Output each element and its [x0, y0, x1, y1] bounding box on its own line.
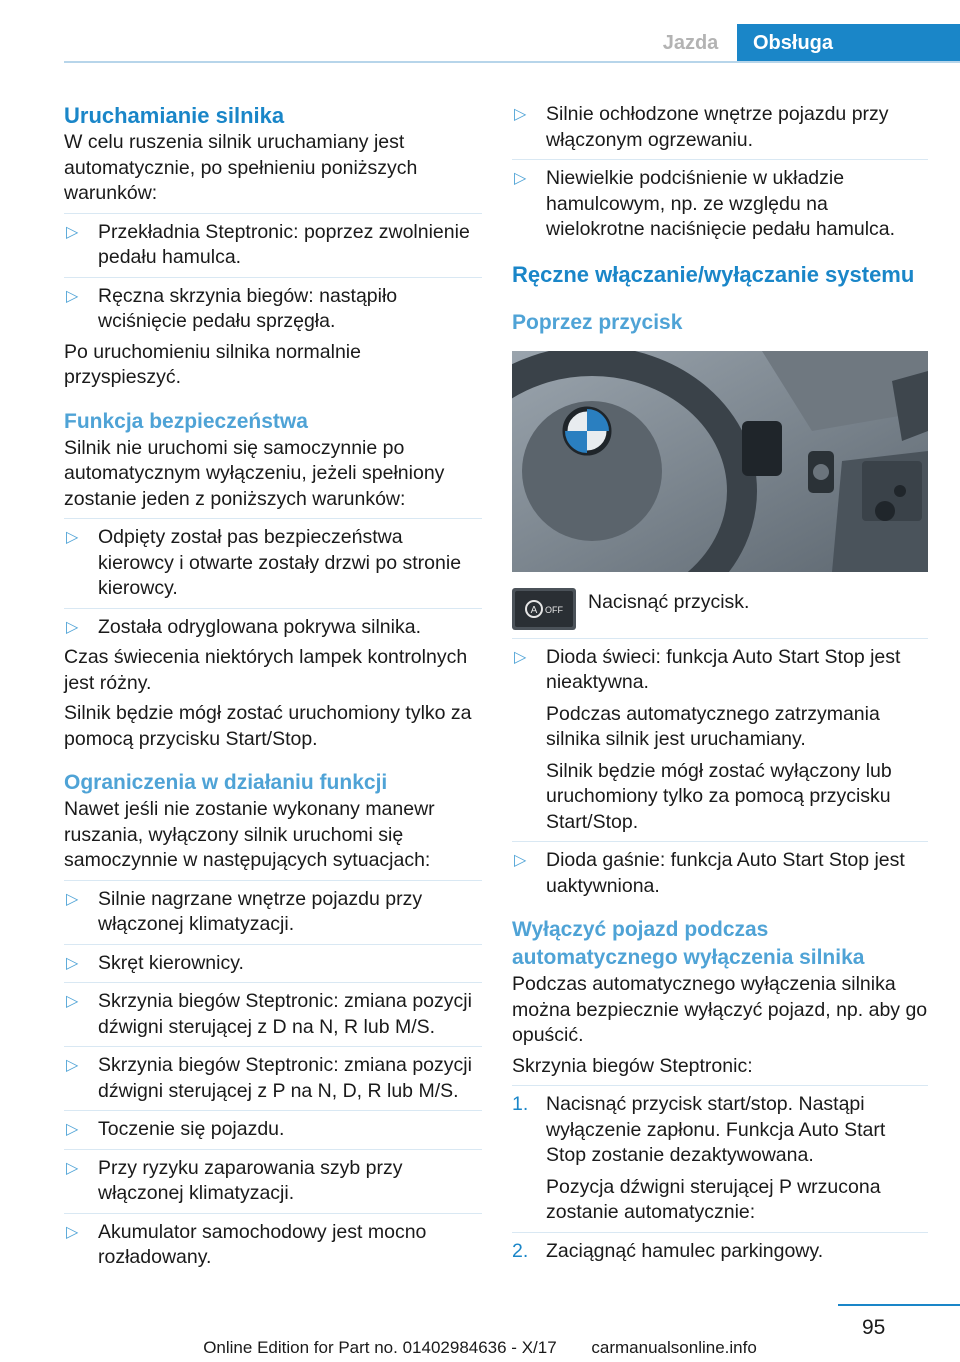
paragraph-start-stop: Silnik będzie mógł zostać uruchomiony tylko za pomocą przycisku Start/Stop.	[64, 702, 472, 750]
paragraph-safety: Silnik nie uruchomi się samoczynnie po automatycznym wyłączeniu, jeżeli spełniony zostanie jeden z poniższych warunków:	[64, 436, 445, 510]
auto-start-stop-off-icon[interactable]	[512, 588, 576, 630]
list-item-text: Skrzynia biegów Steptronic: zmiana pozycji dźwigni sterującej z D na N, R lub M/S.	[98, 990, 472, 1038]
triangle-bullet-icon: ▷	[66, 890, 79, 908]
list-item	[512, 841, 928, 899]
list-item	[64, 1149, 482, 1207]
list-item	[512, 1085, 928, 1226]
list-item-text: Silnie nagrzane wnętrze pojazdu przy włączonej klimatyzacji.	[98, 887, 423, 935]
list-item-text: Akumulator samochodowy jest mocno rozładowany.	[98, 1220, 427, 1268]
paragraph-after-start: Po uruchomieniu silnika normalnie przyspieszyć.	[64, 340, 361, 388]
header-divider	[64, 61, 960, 63]
edition-text: Online Edition for Part no. 01402984636 - X/17	[203, 1338, 557, 1357]
step-number: 2.	[512, 1239, 529, 1262]
site-text[interactable]: carmanualsonline.info	[591, 1338, 757, 1357]
list-item-subtext: Silnik będzie mógł zostać wyłączony lub uruchomiony tylko za pomocą przycisku Start/Stop.	[546, 759, 892, 833]
list-item-text: Dioda świeci: funkcja Auto Start Stop jest nieaktywna.	[546, 645, 901, 693]
footer-divider	[838, 1304, 960, 1306]
list-item	[64, 1046, 482, 1104]
triangle-bullet-icon: ▷	[66, 529, 79, 546]
limits-list	[64, 880, 482, 1271]
list-item	[64, 880, 482, 938]
svg-text:A: A	[530, 604, 538, 616]
safety-list	[64, 518, 482, 640]
left-column	[64, 102, 482, 1271]
page-number: 95	[862, 1316, 886, 1339]
list-item-text: Skręt kierownicy.	[98, 951, 244, 974]
paragraph-limits: Nawet jeśli nie zostanie wykonany manewr ruszania, wyłączony silnik uruchomi się samoczynnie w następujących sytuacjach:	[64, 798, 435, 871]
list-item	[64, 1110, 482, 1143]
paragraph-engine-start: W celu ruszenia silnik uruchamiany jest automatycznie, po spełnieniu poniższych warunków:	[64, 131, 418, 204]
list-item-text: Silnie ochłodzone wnętrze pojazdu przy włączonym ogrzewaniu.	[546, 103, 889, 151]
triangle-bullet-icon: ▷	[66, 1223, 79, 1241]
list-item-text: Przekładnia Steptronic: poprzez zwolnienie pedału hamulca.	[98, 220, 470, 268]
triangle-bullet-icon: ▷	[66, 223, 79, 241]
limits-list-continued	[512, 102, 928, 243]
triangle-bullet-icon: ▷	[514, 170, 527, 187]
triangle-bullet-icon: ▷	[514, 852, 527, 869]
step-number: 1.	[512, 1093, 529, 1115]
svg-text:OFF: OFF	[545, 604, 563, 615]
heading-switch-off: Wyłączyć pojazd podczas automatycznego wyłączenia silnika	[512, 918, 865, 969]
list-item	[64, 1213, 482, 1271]
list-item	[512, 638, 928, 836]
heading-via-button: Poprzez przycisk	[512, 310, 683, 334]
triangle-bullet-icon: ▷	[66, 618, 79, 636]
list-item	[64, 608, 482, 641]
list-item-text: Zaciągnąć hamulec parkingowy.	[546, 1239, 824, 1262]
list-item-text: Niewielkie podciśnienie w układzie hamulcowym, np. ze względu na wielokrotne naciśnięcie pedału hamulca.	[546, 167, 896, 240]
paragraph-switch-off: Podczas automatycznego wyłączenia silnika można bezpiecznie wyłączyć pojazd, np. aby go opuścić.	[512, 973, 928, 1046]
list-item	[512, 1232, 928, 1265]
list-item	[64, 982, 482, 1040]
paragraph-steptronic: Skrzynia biegów Steptronic:	[512, 1054, 753, 1077]
triangle-bullet-icon: ▷	[66, 287, 79, 305]
list-item	[64, 944, 482, 977]
list-item-subtext: Pozycja dźwigni sterującej P wrzucona zostanie automatycznie:	[546, 1175, 881, 1223]
engine-start-list	[64, 213, 482, 335]
list-item	[512, 159, 928, 243]
led-status-list	[512, 638, 928, 900]
right-column	[512, 102, 928, 1264]
triangle-bullet-icon: ▷	[66, 1159, 79, 1177]
list-item-text: Dioda gaśnie: funkcja Auto Start Stop jest uaktywniona.	[546, 849, 905, 897]
list-item	[64, 277, 482, 335]
triangle-bullet-icon: ▷	[66, 954, 79, 972]
page-header	[0, 0, 960, 62]
triangle-bullet-icon: ▷	[66, 1057, 79, 1074]
heading-safety-function: Funkcja bezpieczeństwa	[64, 409, 308, 433]
triangle-bullet-icon: ▷	[66, 993, 79, 1010]
list-item-text: Ręczna skrzynia biegów: nastąpiło wciśnięcie pedału sprzęgła.	[98, 284, 398, 332]
list-item-text: Skrzynia biegów Steptronic: zmiana pozycji dźwigni sterującej z P na N, D, R lub M/S.	[98, 1054, 472, 1102]
list-item-text: Została odryglowana pokrywa silnika.	[98, 615, 421, 638]
triangle-bullet-icon: ▷	[66, 1121, 79, 1138]
steps-list	[512, 1085, 928, 1264]
press-button-text: Nacisnąć przycisk.	[588, 590, 750, 613]
triangle-bullet-icon: ▷	[514, 648, 527, 666]
list-item-text: Nacisnąć przycisk start/stop. Nastąpi wyłączenie zapłonu. Funkcja Auto Start Stop zostanie dezaktywowana.	[546, 1093, 886, 1166]
list-item	[512, 102, 928, 153]
heading-manual-toggle: Ręczne włączanie/wyłączanie systemu	[512, 261, 915, 287]
list-item-text: Przy ryzyku zaparowania szyb przy włączonej klimatyzacji.	[98, 1156, 403, 1204]
list-item-text: Toczenie się pojazdu.	[98, 1118, 285, 1140]
triangle-bullet-icon: ▷	[514, 106, 527, 123]
list-item	[64, 213, 482, 271]
paragraph-lamps: Czas świecenia niektórych lampek kontrolnych jest różny.	[64, 646, 468, 694]
press-button-row	[512, 588, 928, 630]
footer-edition	[0, 1338, 960, 1358]
steering-wheel-photo	[512, 351, 928, 572]
heading-engine-start: Uruchamianie silnika	[64, 103, 285, 128]
list-item	[64, 518, 482, 602]
tab-jazda[interactable]: Jazda	[662, 32, 719, 54]
list-item-subtext: Podczas automatycznego zatrzymania silnika silnik jest uruchamiany.	[546, 702, 880, 750]
heading-limits: Ograniczenia w działaniu funkcji	[64, 771, 388, 794]
tab-obsluga[interactable]: Obsługa	[737, 24, 960, 62]
list-item-text: Odpięty został pas bezpieczeństwa kierowcy i otwarte zostały drzwi po stronie kierowcy.	[98, 526, 462, 599]
